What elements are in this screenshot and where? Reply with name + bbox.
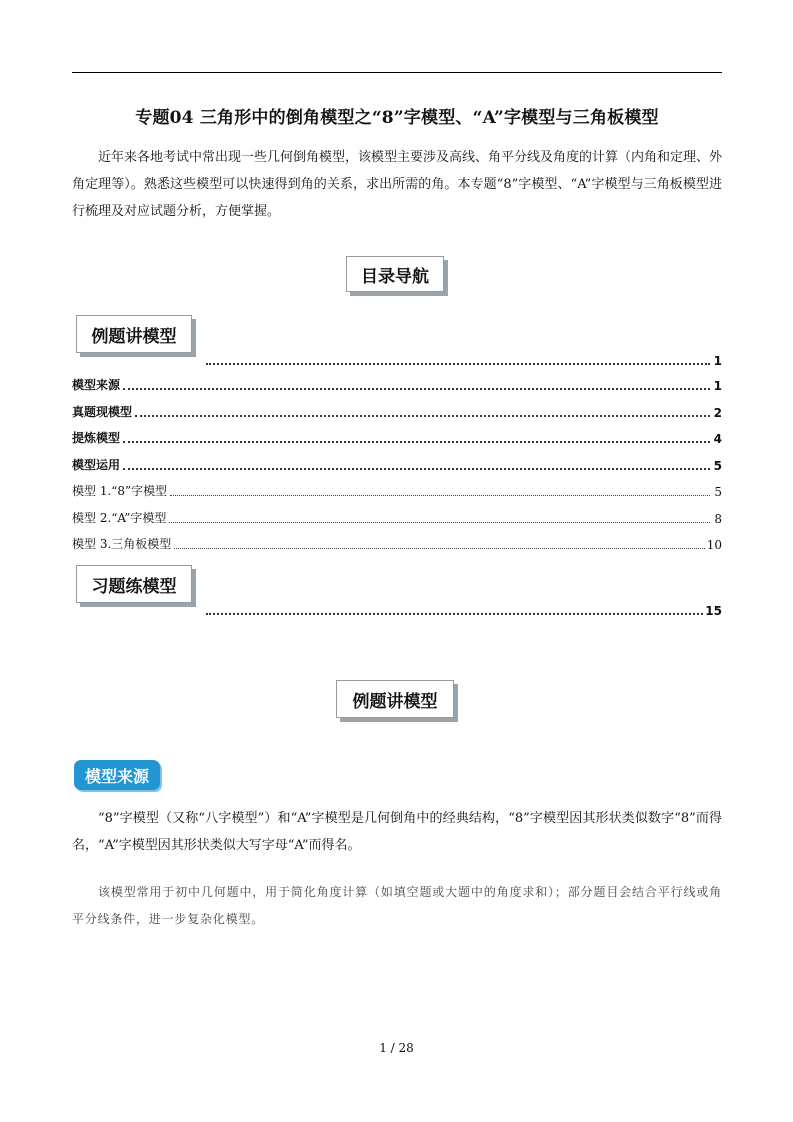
toc-entry-label: 模型 3.三角板模型 [72, 537, 172, 551]
leader-dots [174, 536, 704, 549]
toc-entry-label: 模型来源 [72, 378, 121, 392]
toc-page: 2 [713, 406, 722, 420]
toc-section-practice-line[interactable] [204, 600, 722, 618]
page-number: 1 / 28 [379, 1041, 414, 1055]
toc-page: 8 [714, 512, 722, 526]
toc-page: 1 [713, 379, 722, 393]
toc-entry[interactable] [72, 428, 722, 446]
document-title: 专题04 三角形中的倒角模型之“8”字模型、“A”字模型与三角板模型 [135, 108, 659, 128]
leader-dots [123, 376, 710, 390]
leader-dots [135, 403, 710, 417]
toc-entry[interactable] [72, 402, 722, 420]
body-paragraph: 该模型常用于初中几何题中，用于简化角度计算（如填空题或大题中的角度求和）；部分题目会结合平行线或角平分线条件，进一步复杂化模型。 [72, 885, 722, 926]
leader-dots [169, 510, 710, 523]
toc-section-examples-label[interactable]: 例题讲模型 [76, 315, 192, 353]
toc-page: 15 [705, 604, 722, 618]
toc-page: 5 [714, 485, 722, 499]
toc-entry-label: 模型 1.“8”字模型 [72, 484, 168, 498]
toc-entry[interactable] [72, 455, 722, 473]
header-rule [72, 72, 722, 73]
toc-entry-label: 提炼模型 [72, 431, 121, 445]
toc-entry-label: 真题现模型 [72, 405, 133, 419]
toc-entry[interactable] [72, 534, 722, 552]
intro-paragraph: 近年来各地考试中常出现一些几何倒角模型，该模型主要涉及高线、角平分线及角度的计算（内角和定理、外角定理等）。熟悉这些模型可以快速得到角的关系，求出所需的角。本专题“8”字模型、“A”字模型与三角板模型进行梳理及对应试题分析，方便掌握。 [72, 150, 723, 219]
toc-heading: 目录导航 [346, 256, 444, 292]
toc-entry[interactable] [72, 481, 722, 499]
leader-dots [206, 601, 703, 615]
toc-entry[interactable] [72, 375, 722, 393]
body-paragraph: “8”字模型（又称“八字模型”）和“A”字模型是几何倒角中的经典结构，“8”字模型因其形状类似数字“8”而得名，“A”字模型因其形状类似大写字母“A”而得名。 [72, 811, 722, 853]
toc-page: 10 [706, 538, 722, 552]
leader-dots [123, 456, 710, 470]
section-heading: 例题讲模型 [336, 680, 454, 718]
toc-entry[interactable] [72, 508, 722, 526]
toc-entry-label: 模型 2.“A”字模型 [72, 511, 167, 525]
subsection-badge: 模型来源 [74, 760, 160, 790]
toc-section-practice-label[interactable]: 习题练模型 [76, 565, 192, 603]
leader-dots [206, 351, 710, 365]
toc-page: 1 [713, 354, 722, 368]
toc-page: 5 [713, 459, 722, 473]
toc-entry-label: 模型运用 [72, 458, 121, 472]
toc-page: 4 [713, 432, 722, 446]
leader-dots [123, 429, 710, 443]
toc-section-examples-line[interactable] [204, 350, 722, 368]
leader-dots [170, 483, 710, 496]
